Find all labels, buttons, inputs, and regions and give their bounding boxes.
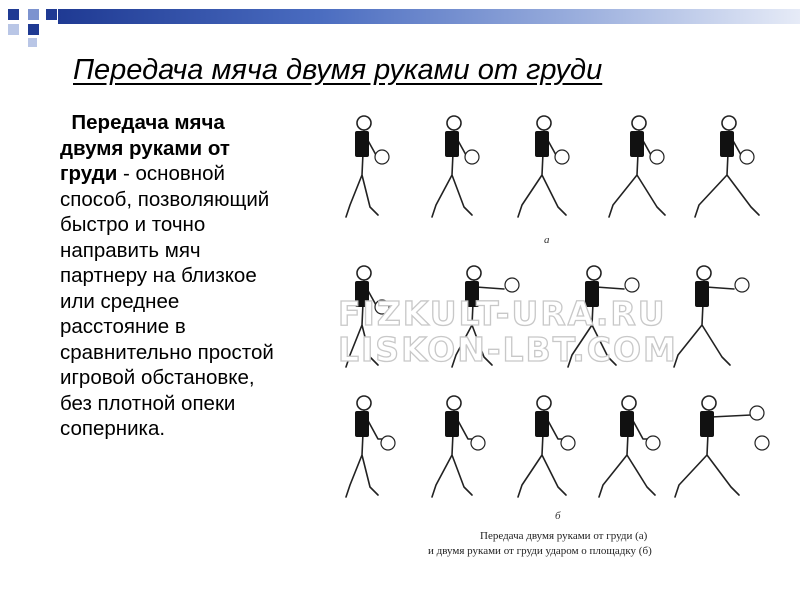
player-figure (674, 266, 749, 367)
ball-in-flight (755, 436, 769, 450)
body-lead-term: Передача мяча двумя руками от груди (60, 111, 230, 185)
player-figure (609, 116, 665, 217)
player-figure (675, 396, 764, 497)
body-description: - основной способ, позволяющий быстро и точно направить мяч партнеру на близкое или среднее расстояние в сравнительно простой игровой обстановке, без плотной опеки соперника. (60, 162, 274, 440)
decorative-squares (0, 0, 70, 48)
technique-illustration (330, 95, 790, 565)
player-figure (599, 396, 660, 497)
player-figure (432, 396, 485, 497)
watermark-line-1: FIZKULT-URA.RU (338, 294, 667, 333)
figure-caption-line-1: Передача двумя руками от груди (а) (480, 530, 648, 542)
body-paragraph (60, 110, 292, 442)
header-gradient-bar (58, 9, 800, 24)
panel-label-b: б (555, 510, 561, 522)
player-figure (695, 116, 759, 217)
player-figure (346, 396, 395, 497)
slide-title: Передача мяча двумя руками от груди (73, 54, 603, 86)
watermark-line-2: LISKON-LBT.COM (338, 330, 678, 369)
player-figure (518, 396, 575, 497)
player-figure (432, 116, 479, 217)
player-figure (346, 116, 389, 217)
player-figure (518, 116, 569, 217)
panel-label-a: а (544, 234, 550, 246)
figure-caption-line-2: и двумя руками от груди ударом о площадку (б) (428, 545, 652, 557)
